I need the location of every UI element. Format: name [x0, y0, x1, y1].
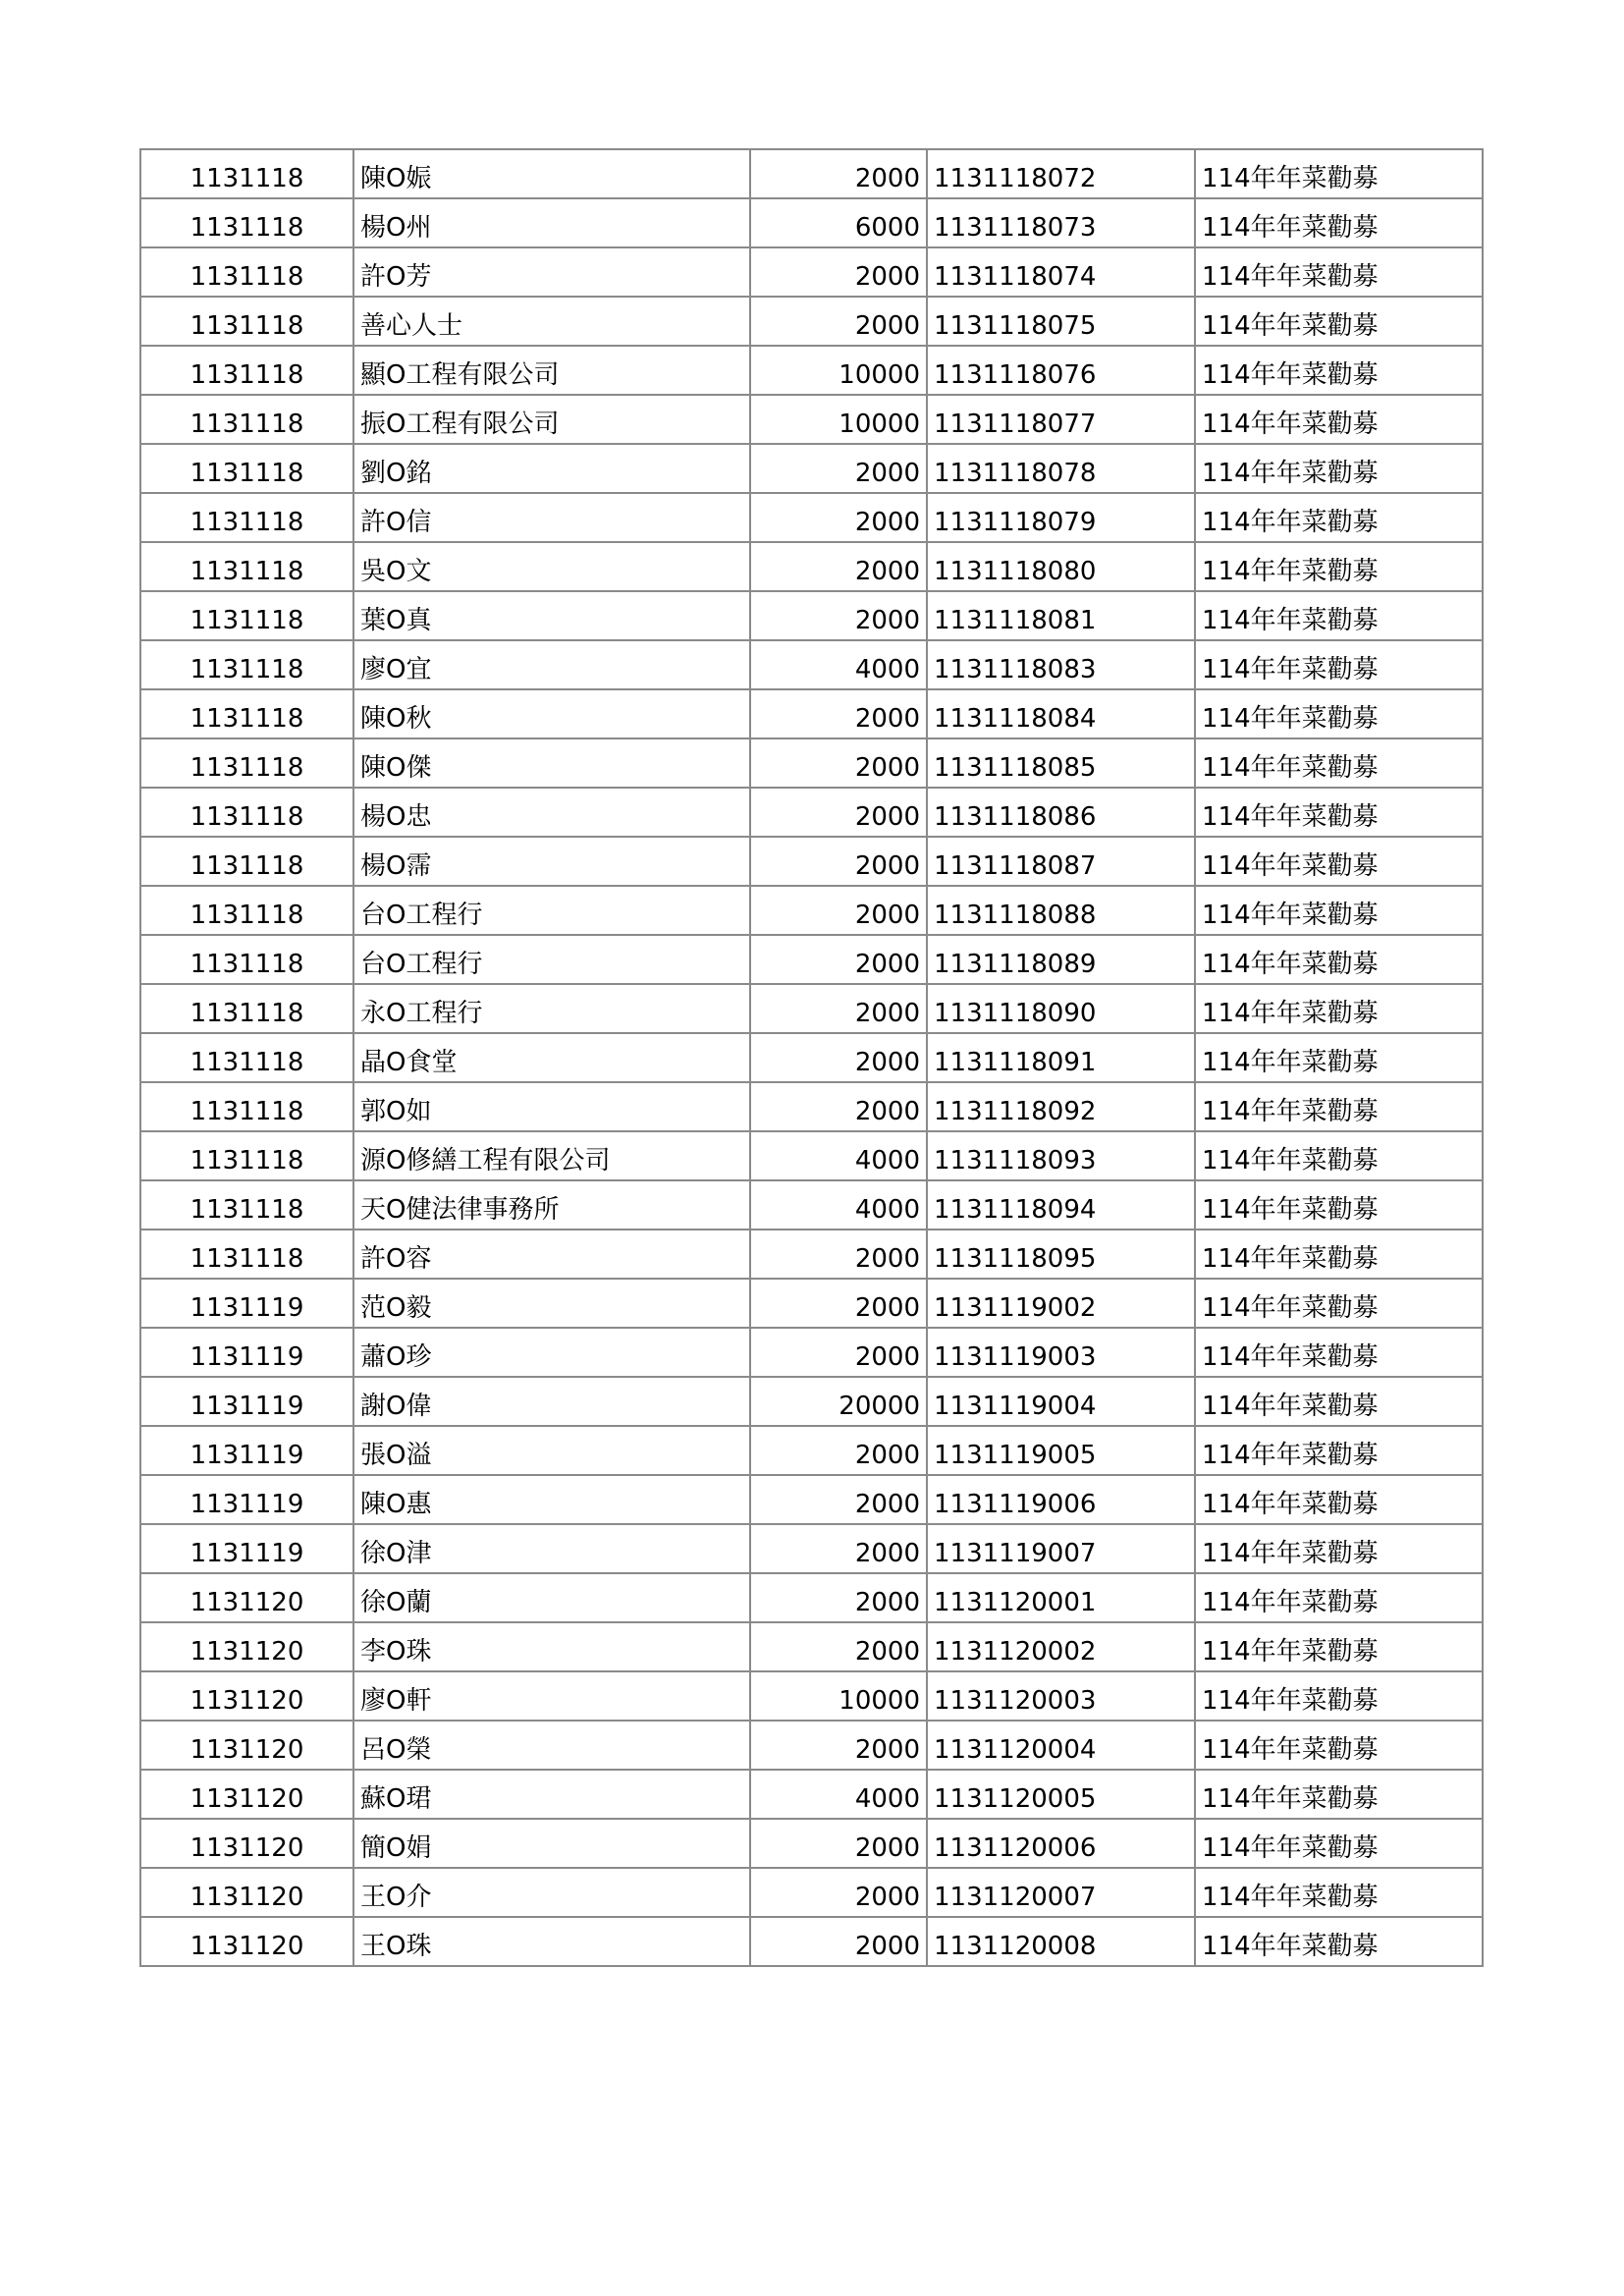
- date-cell: 1131120: [140, 1868, 353, 1917]
- table-row: [140, 149, 1483, 198]
- date-cell: 1131119: [140, 1328, 353, 1377]
- table-row: [140, 1082, 1483, 1131]
- receipt-number-cell: 1131120003: [927, 1671, 1195, 1721]
- receipt-number-cell: 1131118093: [927, 1131, 1195, 1180]
- table-row: [140, 1770, 1483, 1819]
- amount-cell: 20000: [750, 1377, 927, 1426]
- donor-name-cell: 楊O州: [353, 198, 750, 247]
- table-row: [140, 837, 1483, 886]
- date-cell: 1131118: [140, 198, 353, 247]
- receipt-number-cell: 1131118072: [927, 149, 1195, 198]
- donor-name-cell: 簡O娟: [353, 1819, 750, 1868]
- amount-cell: 10000: [750, 1671, 927, 1721]
- table-row: [140, 591, 1483, 640]
- table-row: [140, 198, 1483, 247]
- donor-name-cell: 振O工程有限公司: [353, 395, 750, 444]
- donor-name-cell: 楊O霈: [353, 837, 750, 886]
- amount-cell: 4000: [750, 640, 927, 689]
- donor-name-cell: 蘇O珺: [353, 1770, 750, 1819]
- amount-cell: 2000: [750, 149, 927, 198]
- donor-name-cell: 陳O秋: [353, 689, 750, 738]
- donor-name-cell: 陳O傑: [353, 738, 750, 788]
- amount-cell: 2000: [750, 1524, 927, 1573]
- receipt-number-cell: 1131119005: [927, 1426, 1195, 1475]
- table-row: [140, 1426, 1483, 1475]
- donor-name-cell: 吳O文: [353, 542, 750, 591]
- purpose-cell: 114年年菜勸募: [1195, 1082, 1483, 1131]
- donor-name-cell: 許O芳: [353, 247, 750, 297]
- amount-cell: 2000: [750, 1033, 927, 1082]
- purpose-cell: 114年年菜勸募: [1195, 1230, 1483, 1279]
- amount-cell: 4000: [750, 1180, 927, 1230]
- purpose-cell: 114年年菜勸募: [1195, 640, 1483, 689]
- receipt-number-cell: 1131118084: [927, 689, 1195, 738]
- date-cell: 1131119: [140, 1377, 353, 1426]
- purpose-cell: 114年年菜勸募: [1195, 591, 1483, 640]
- donor-name-cell: 永O工程行: [353, 984, 750, 1033]
- purpose-cell: 114年年菜勸募: [1195, 493, 1483, 542]
- purpose-cell: 114年年菜勸募: [1195, 1770, 1483, 1819]
- table-row: [140, 1671, 1483, 1721]
- purpose-cell: 114年年菜勸募: [1195, 542, 1483, 591]
- donor-name-cell: 台O工程行: [353, 935, 750, 984]
- donor-name-cell: 徐O蘭: [353, 1573, 750, 1622]
- date-cell: 1131120: [140, 1622, 353, 1671]
- donation-table: [139, 148, 1484, 1967]
- table-row: [140, 1033, 1483, 1082]
- purpose-cell: 114年年菜勸募: [1195, 984, 1483, 1033]
- date-cell: 1131120: [140, 1671, 353, 1721]
- purpose-cell: 114年年菜勸募: [1195, 1328, 1483, 1377]
- donor-name-cell: 許O信: [353, 493, 750, 542]
- table-row: [140, 1180, 1483, 1230]
- table-row: [140, 1475, 1483, 1524]
- table-row: [140, 542, 1483, 591]
- amount-cell: 2000: [750, 1475, 927, 1524]
- receipt-number-cell: 1131118089: [927, 935, 1195, 984]
- amount-cell: 2000: [750, 837, 927, 886]
- date-cell: 1131118: [140, 689, 353, 738]
- amount-cell: 10000: [750, 395, 927, 444]
- amount-cell: 6000: [750, 198, 927, 247]
- table-row: [140, 1868, 1483, 1917]
- purpose-cell: 114年年菜勸募: [1195, 1819, 1483, 1868]
- receipt-number-cell: 1131118088: [927, 886, 1195, 935]
- table-row: [140, 1622, 1483, 1671]
- receipt-number-cell: 1131118075: [927, 297, 1195, 346]
- receipt-number-cell: 1131118080: [927, 542, 1195, 591]
- receipt-number-cell: 1131118073: [927, 198, 1195, 247]
- donor-name-cell: 王O介: [353, 1868, 750, 1917]
- table-row: [140, 1131, 1483, 1180]
- purpose-cell: 114年年菜勸募: [1195, 1868, 1483, 1917]
- purpose-cell: 114年年菜勸募: [1195, 886, 1483, 935]
- date-cell: 1131119: [140, 1279, 353, 1328]
- table-row: [140, 297, 1483, 346]
- date-cell: 1131118: [140, 788, 353, 837]
- donor-name-cell: 廖O宜: [353, 640, 750, 689]
- date-cell: 1131118: [140, 640, 353, 689]
- table-row: [140, 689, 1483, 738]
- purpose-cell: 114年年菜勸募: [1195, 788, 1483, 837]
- purpose-cell: 114年年菜勸募: [1195, 198, 1483, 247]
- purpose-cell: 114年年菜勸募: [1195, 738, 1483, 788]
- table-row: [140, 1230, 1483, 1279]
- table-row: [140, 1328, 1483, 1377]
- date-cell: 1131118: [140, 1131, 353, 1180]
- date-cell: 1131118: [140, 837, 353, 886]
- purpose-cell: 114年年菜勸募: [1195, 1524, 1483, 1573]
- donor-name-cell: 張O溢: [353, 1426, 750, 1475]
- table-row: [140, 1524, 1483, 1573]
- donor-name-cell: 天O健法律事務所: [353, 1180, 750, 1230]
- donor-name-cell: 楊O忠: [353, 788, 750, 837]
- purpose-cell: 114年年菜勸募: [1195, 1279, 1483, 1328]
- amount-cell: 2000: [750, 984, 927, 1033]
- receipt-number-cell: 1131118087: [927, 837, 1195, 886]
- date-cell: 1131118: [140, 984, 353, 1033]
- date-cell: 1131118: [140, 247, 353, 297]
- purpose-cell: 114年年菜勸募: [1195, 444, 1483, 493]
- purpose-cell: 114年年菜勸募: [1195, 1917, 1483, 1966]
- purpose-cell: 114年年菜勸募: [1195, 1475, 1483, 1524]
- table-row: [140, 444, 1483, 493]
- donor-name-cell: 廖O軒: [353, 1671, 750, 1721]
- amount-cell: 2000: [750, 1230, 927, 1279]
- amount-cell: 2000: [750, 1622, 927, 1671]
- donor-name-cell: 郭O如: [353, 1082, 750, 1131]
- donor-name-cell: 晶O食堂: [353, 1033, 750, 1082]
- purpose-cell: 114年年菜勸募: [1195, 1033, 1483, 1082]
- date-cell: 1131119: [140, 1426, 353, 1475]
- table-row: [140, 1819, 1483, 1868]
- table-row: [140, 1377, 1483, 1426]
- table-row: [140, 984, 1483, 1033]
- receipt-number-cell: 1131120005: [927, 1770, 1195, 1819]
- receipt-number-cell: 1131120004: [927, 1721, 1195, 1770]
- donor-name-cell: 許O容: [353, 1230, 750, 1279]
- table-row: [140, 493, 1483, 542]
- receipt-number-cell: 1131118091: [927, 1033, 1195, 1082]
- amount-cell: 2000: [750, 788, 927, 837]
- amount-cell: 2000: [750, 493, 927, 542]
- donor-name-cell: 范O毅: [353, 1279, 750, 1328]
- date-cell: 1131118: [140, 444, 353, 493]
- donor-name-cell: 王O珠: [353, 1917, 750, 1966]
- receipt-number-cell: 1131118092: [927, 1082, 1195, 1131]
- table-row: [140, 640, 1483, 689]
- donor-name-cell: 徐O津: [353, 1524, 750, 1573]
- purpose-cell: 114年年菜勸募: [1195, 1622, 1483, 1671]
- date-cell: 1131118: [140, 1230, 353, 1279]
- date-cell: 1131118: [140, 1033, 353, 1082]
- purpose-cell: 114年年菜勸募: [1195, 1721, 1483, 1770]
- date-cell: 1131118: [140, 935, 353, 984]
- donor-name-cell: 劉O銘: [353, 444, 750, 493]
- date-cell: 1131118: [140, 493, 353, 542]
- amount-cell: 2000: [750, 1819, 927, 1868]
- donor-name-cell: 台O工程行: [353, 886, 750, 935]
- date-cell: 1131119: [140, 1475, 353, 1524]
- table-row: [140, 1573, 1483, 1622]
- purpose-cell: 114年年菜勸募: [1195, 935, 1483, 984]
- purpose-cell: 114年年菜勸募: [1195, 1131, 1483, 1180]
- purpose-cell: 114年年菜勸募: [1195, 346, 1483, 395]
- receipt-number-cell: 1131120001: [927, 1573, 1195, 1622]
- date-cell: 1131120: [140, 1573, 353, 1622]
- date-cell: 1131118: [140, 1180, 353, 1230]
- receipt-number-cell: 1131118077: [927, 395, 1195, 444]
- table-row: [140, 1721, 1483, 1770]
- amount-cell: 2000: [750, 297, 927, 346]
- date-cell: 1131118: [140, 542, 353, 591]
- table-row: [140, 886, 1483, 935]
- receipt-number-cell: 1131119006: [927, 1475, 1195, 1524]
- purpose-cell: 114年年菜勸募: [1195, 297, 1483, 346]
- amount-cell: 2000: [750, 1328, 927, 1377]
- receipt-number-cell: 1131118083: [927, 640, 1195, 689]
- amount-cell: 2000: [750, 738, 927, 788]
- purpose-cell: 114年年菜勸募: [1195, 1671, 1483, 1721]
- receipt-number-cell: 1131119003: [927, 1328, 1195, 1377]
- date-cell: 1131120: [140, 1917, 353, 1966]
- amount-cell: 2000: [750, 247, 927, 297]
- date-cell: 1131118: [140, 346, 353, 395]
- donor-name-cell: 源O修繕工程有限公司: [353, 1131, 750, 1180]
- donor-name-cell: 葉O真: [353, 591, 750, 640]
- amount-cell: 2000: [750, 542, 927, 591]
- purpose-cell: 114年年菜勸募: [1195, 689, 1483, 738]
- date-cell: 1131118: [140, 395, 353, 444]
- table-row: [140, 738, 1483, 788]
- purpose-cell: 114年年菜勸募: [1195, 1180, 1483, 1230]
- date-cell: 1131118: [140, 297, 353, 346]
- date-cell: 1131120: [140, 1721, 353, 1770]
- amount-cell: 10000: [750, 346, 927, 395]
- amount-cell: 2000: [750, 886, 927, 935]
- purpose-cell: 114年年菜勸募: [1195, 247, 1483, 297]
- donor-name-cell: 陳O娠: [353, 149, 750, 198]
- table-row: [140, 395, 1483, 444]
- date-cell: 1131118: [140, 1082, 353, 1131]
- amount-cell: 2000: [750, 1082, 927, 1131]
- table-row: [140, 935, 1483, 984]
- date-cell: 1131120: [140, 1819, 353, 1868]
- receipt-number-cell: 1131118079: [927, 493, 1195, 542]
- donor-name-cell: 李O珠: [353, 1622, 750, 1671]
- donor-name-cell: 謝O偉: [353, 1377, 750, 1426]
- receipt-number-cell: 1131118095: [927, 1230, 1195, 1279]
- donation-table-body: [140, 149, 1483, 1966]
- amount-cell: 2000: [750, 1917, 927, 1966]
- receipt-number-cell: 1131118085: [927, 738, 1195, 788]
- amount-cell: 2000: [750, 1721, 927, 1770]
- purpose-cell: 114年年菜勸募: [1195, 837, 1483, 886]
- date-cell: 1131120: [140, 1770, 353, 1819]
- amount-cell: 2000: [750, 444, 927, 493]
- receipt-number-cell: 1131118076: [927, 346, 1195, 395]
- table-row: [140, 1917, 1483, 1966]
- donor-name-cell: 善心人士: [353, 297, 750, 346]
- receipt-number-cell: 1131118086: [927, 788, 1195, 837]
- amount-cell: 4000: [750, 1131, 927, 1180]
- table-row: [140, 346, 1483, 395]
- receipt-number-cell: 1131118078: [927, 444, 1195, 493]
- receipt-number-cell: 1131119004: [927, 1377, 1195, 1426]
- purpose-cell: 114年年菜勸募: [1195, 1573, 1483, 1622]
- receipt-number-cell: 1131119007: [927, 1524, 1195, 1573]
- amount-cell: 2000: [750, 689, 927, 738]
- purpose-cell: 114年年菜勸募: [1195, 395, 1483, 444]
- donor-name-cell: 顯O工程有限公司: [353, 346, 750, 395]
- table-row: [140, 1279, 1483, 1328]
- date-cell: 1131118: [140, 738, 353, 788]
- purpose-cell: 114年年菜勸募: [1195, 1377, 1483, 1426]
- amount-cell: 2000: [750, 1573, 927, 1622]
- amount-cell: 2000: [750, 935, 927, 984]
- receipt-number-cell: 1131120008: [927, 1917, 1195, 1966]
- purpose-cell: 114年年菜勸募: [1195, 149, 1483, 198]
- receipt-number-cell: 1131119002: [927, 1279, 1195, 1328]
- purpose-cell: 114年年菜勸募: [1195, 1426, 1483, 1475]
- receipt-number-cell: 1131120007: [927, 1868, 1195, 1917]
- amount-cell: 4000: [750, 1770, 927, 1819]
- amount-cell: 2000: [750, 1279, 927, 1328]
- table-row: [140, 788, 1483, 837]
- donor-name-cell: 呂O榮: [353, 1721, 750, 1770]
- donor-name-cell: 陳O惠: [353, 1475, 750, 1524]
- amount-cell: 2000: [750, 1868, 927, 1917]
- date-cell: 1131118: [140, 886, 353, 935]
- receipt-number-cell: 1131118081: [927, 591, 1195, 640]
- receipt-number-cell: 1131120006: [927, 1819, 1195, 1868]
- amount-cell: 2000: [750, 591, 927, 640]
- date-cell: 1131118: [140, 149, 353, 198]
- receipt-number-cell: 1131120002: [927, 1622, 1195, 1671]
- receipt-number-cell: 1131118090: [927, 984, 1195, 1033]
- donor-name-cell: 蕭O珍: [353, 1328, 750, 1377]
- receipt-number-cell: 1131118094: [927, 1180, 1195, 1230]
- amount-cell: 2000: [750, 1426, 927, 1475]
- table-row: [140, 247, 1483, 297]
- receipt-number-cell: 1131118074: [927, 247, 1195, 297]
- date-cell: 1131118: [140, 591, 353, 640]
- date-cell: 1131119: [140, 1524, 353, 1573]
